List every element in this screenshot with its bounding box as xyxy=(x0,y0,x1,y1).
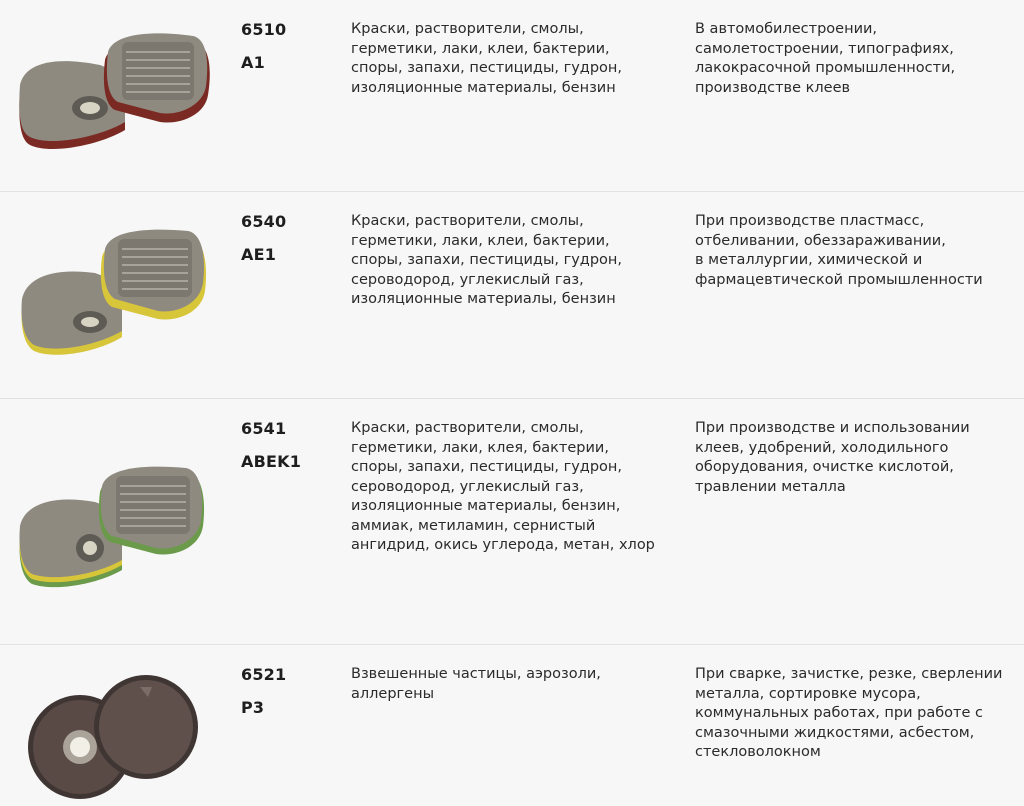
substances-text: Краски, растворители, смолы, герметики, лаки, клеи, бактерии, споры, запахи, пестициды, гудрон, сероводород, углекислый газ, изоляционные материалы, бензин xyxy=(351,213,622,307)
usage-text: При производстве пластмасс, отбеливании, обеззараживании, в металлургии, химической и фармацевтической промышленности xyxy=(695,213,983,288)
filter-code: 6510 xyxy=(241,20,287,39)
filter-image-6541 xyxy=(10,464,230,594)
filter-image-6521 xyxy=(10,665,230,805)
substances-text: Краски, растворители, смолы, герметики, лаки, клея, бактерии, споры, запахи, пестициды, гудрон, сероводород, углекислый газ, изоляционные материалы, бензин, аммиак, метиламин, сернистый ангидрид, окись углерода, метан, хлор xyxy=(351,420,655,553)
table-row xyxy=(0,0,1024,192)
filter-image-6510 xyxy=(10,30,230,160)
filter-code: 6540 xyxy=(241,212,287,231)
filter-code: 6521 xyxy=(241,665,287,684)
usage-text: При производстве и использовании клеев, удобрений, холодильного оборудования, очистке кислотой, травлении металла xyxy=(695,420,970,495)
substances-text: Краски, растворители, смолы, герметики, лаки, клеи, бактерии, споры, запахи, пестициды, гудрон, изоляционные материалы, бензин xyxy=(351,21,622,96)
filter-code: 6541 xyxy=(241,419,287,438)
table-row xyxy=(0,645,1024,806)
filter-class: AE1 xyxy=(241,245,277,264)
table-row xyxy=(0,399,1024,645)
usage-text: В автомобилестроении, самолетостроении, типографиях, лакокрасочной промышленности, производстве клеев xyxy=(695,21,956,96)
filter-class: A1 xyxy=(241,53,265,72)
filter-class: P3 xyxy=(241,698,265,717)
table-row xyxy=(0,192,1024,399)
filter-class: ABEK1 xyxy=(241,452,302,471)
filter-image-6540 xyxy=(10,227,230,362)
usage-text: При сварке, зачистке, резке, сверлении металла, сортировке мусора, коммунальных работах, при работе с смазочными жидкостями, асбестом, стекловолокном xyxy=(695,666,1003,760)
substances-text: Взвешенные частицы, аэрозоли, аллергены xyxy=(351,666,601,702)
